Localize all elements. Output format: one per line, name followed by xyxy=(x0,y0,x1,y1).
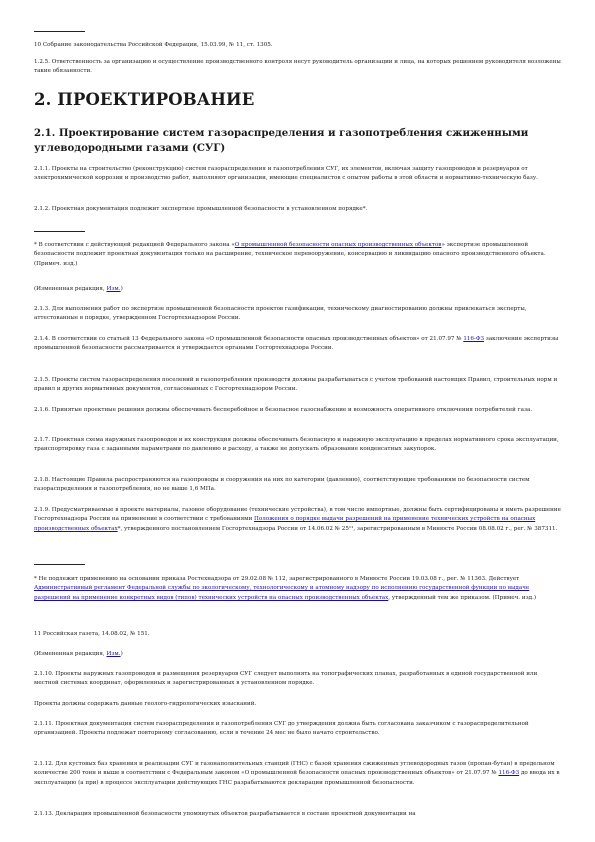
changed-edition-note: (Измененная редакция, Изм.) xyxy=(34,651,123,657)
paragraph-2-1-1: 2.1.1. Проекты на строительство (реконструкцию) систем газораспределения и газопотребления СУГ, их элементов, включая защиту газопроводов и резервуаров от электрохимической коррозии и производство работ, выполняют организации, имеющие специалистов с опытом работы в этой области и нормативно-техническую базу. xyxy=(34,166,538,182)
footnote-separator xyxy=(34,31,85,32)
paragraph-2-1-13: 2.1.13. Декларация промышленной безопасности упомянутых объектов разрабатывается в составе проектной документации на xyxy=(34,811,416,817)
footnote-separator xyxy=(34,231,85,232)
admin-regulation-link[interactable]: Административный регламент Федеральной службы по экологическому, технологическому и атомному надзору по исполнению государственной функции по выдаче разрешений на применение конкретных видов (типов) технических устройств на опасных производственных объектах xyxy=(34,585,530,601)
subsection-title: 2.1. Проектирование систем газораспределения и газопотребления сжиженными углеводородными газами (СУГ) xyxy=(34,127,529,154)
paragraph-2-1-12: 2.1.12. Для кустовых баз хранения и реализации СУГ и газонаполнительных станций (ГНС) с базой хранения сжиженных углеводородных газов (пропан-бутан) в предельном количестве 200 тонн и выше в соответствии с Федеральным законом «О промышленной безопасности опасных производственных объектов» от 21.07.97 № 116-ФЗ до ввода их в эксплуатацию (а при) в процессе эксплуатации действующих ГНС разрабатываются декларации промышленной безопасности. xyxy=(34,761,560,786)
editor-note-2: * Не подлежит применению на основании приказа Ростехнадзора от 29.02.08 № 112, зарегистрированного в Минюсте России 19.03.08 г., рег. № 11363. Действует Административный регламент Федеральной службы по экологическому, технологическому и атомному надзору по исполнению государственной функции по выдаче разрешений на применение конкретных видов (типов) технических устройств на опасных производственных объектах, утвержденный тем же приказом. (Примеч. изд.) xyxy=(34,576,537,601)
editor-note-1: * В соответствии с действующей редакцией Федерального закона «О промышленной безопасности опасных производственных объектов» экспертизе промышленной безопасности подлежит проектная документация только на расширение, техническое перевооружение, консервацию и ликвидацию опасного производственного объекта. (Примеч. изд.) xyxy=(34,242,546,267)
paragraph-2-1-10: 2.1.10. Проекты наружных газопроводов и размещения резервуаров СУГ следует выполнять на топографических планах, разработанных в единой государственной или местной системах координат, оформленных и зарегистрированных в установленном порядке. xyxy=(34,671,538,687)
paragraph-2-1-5: 2.1.5. Проекты систем газораспределения поселений и газопотребления производств должны разрабатываться с учетом требований настоящих Правил, строительных норм и правил и других нормативных документов, согласованных с Госгортехнадзором России. xyxy=(34,377,558,393)
paragraph-2-1-3: 2.1.3. Для выполнения работ по экспертизе промышленной безопасности проектов газификации, техническому диагностированию должны привлекаться эксперты, аттестованные в порядке, утвержденном Госгортехнадзором России. xyxy=(34,306,527,322)
regulation-link[interactable]: Положения о порядке выдачи разрешений на применение технических устройств на опасных производственных объектах xyxy=(34,516,536,532)
paragraph-1-2-5: 1.2.5. Ответственность за организацию и осуществление производственного контроля несут руководитель организации и лица, на которых решением руководителя возложены такие обязанности. xyxy=(34,59,561,75)
amendment-link[interactable]: Изм. xyxy=(106,651,121,657)
paragraph-2-1-7: 2.1.7. Проектная схема наружных газопроводов и их конструкция должны обеспечивать безопасную и надежную эксплуатацию в пределах нормативного срока эксплуатации, транспортировку газа с заданными параметрами по давлению и расходу, а также не допускать образование конденсатных закупорок. xyxy=(34,437,559,453)
law-116-link[interactable]: 116-ФЗ xyxy=(463,336,485,342)
section-title: 2. ПРОЕКТИРОВАНИЕ xyxy=(34,90,255,109)
paragraph-2-1-9: 2.1.9. Предусматриваемые в проекте материалы, газовое оборудование (технические устройства), в том числе импортные, должны быть сертифицированы и иметь разрешение Госгортехнадзора России на применение в соответствии с требованиями Положения о порядке выдачи разрешений на применение технических устройств на опасных производственных объектах*, утвержденного постановлением Госгортехнадзора России от 14.06.02 № 25¹¹, зарегистрированным в Минюсте России 08.08.02 г., рег. № 387311. xyxy=(34,507,561,532)
paragraph-2-1-2: 2.1.2. Проектная документация подлежит экспертизе промышленной безопасности в установленном порядке*. xyxy=(34,206,368,212)
paragraph-2-1-6: 2.1.6. Принятые проектные решения должны обеспечивать бесперебойное и безопасное газоснабжение и возможность оперативного отключения потребителей газа. xyxy=(34,407,533,413)
paragraph-2-1-4: 2.1.4. В соответствии со статьей 13 Федерального закона «О промышленной безопасности опасных производственных объектов» от 21.07.97 № 116-ФЗ заключение экспертизы промышленной безопасности рассматривается и утверждается органами Госгортехнадзора России. xyxy=(34,336,559,352)
footnote-separator xyxy=(34,564,85,565)
changed-edition-note: (Измененная редакция, Изм.) xyxy=(34,286,123,292)
paragraph-geology: Проекты должны содержать данные геолого-гидрологических изысканий. xyxy=(34,701,257,707)
footnote-10: 10 Собрание законодательства Российской Федерации, 15.03.99, № 11, ст. 1305. xyxy=(34,42,273,48)
law-link[interactable]: О промышленной безопасности опасных производственных объектов xyxy=(234,242,442,248)
law-116-link[interactable]: 116-ФЗ xyxy=(498,770,520,777)
paragraph-2-1-8: 2.1.8. Настоящие Правила распространяются на газопроводы и сооружения на них по категории (давлению), соответствующие требованиям по безопасности систем газораспределения и газопотребления, но не выше 1,6 МПа. xyxy=(34,477,530,493)
paragraph-2-1-11: 2.1.11. Проектная документация систем газораспределения и газопотребления СУГ до утверждения должна быть согласована заказчиком с газораспределительной организацией. Проекты подлежат повторному согласованию, если в течение 24 мес не было начато строительство. xyxy=(34,721,529,737)
amendment-link[interactable]: Изм. xyxy=(106,286,121,292)
footnote-11: 11 Российская газета, 14.08.02, № 151. xyxy=(34,631,150,637)
